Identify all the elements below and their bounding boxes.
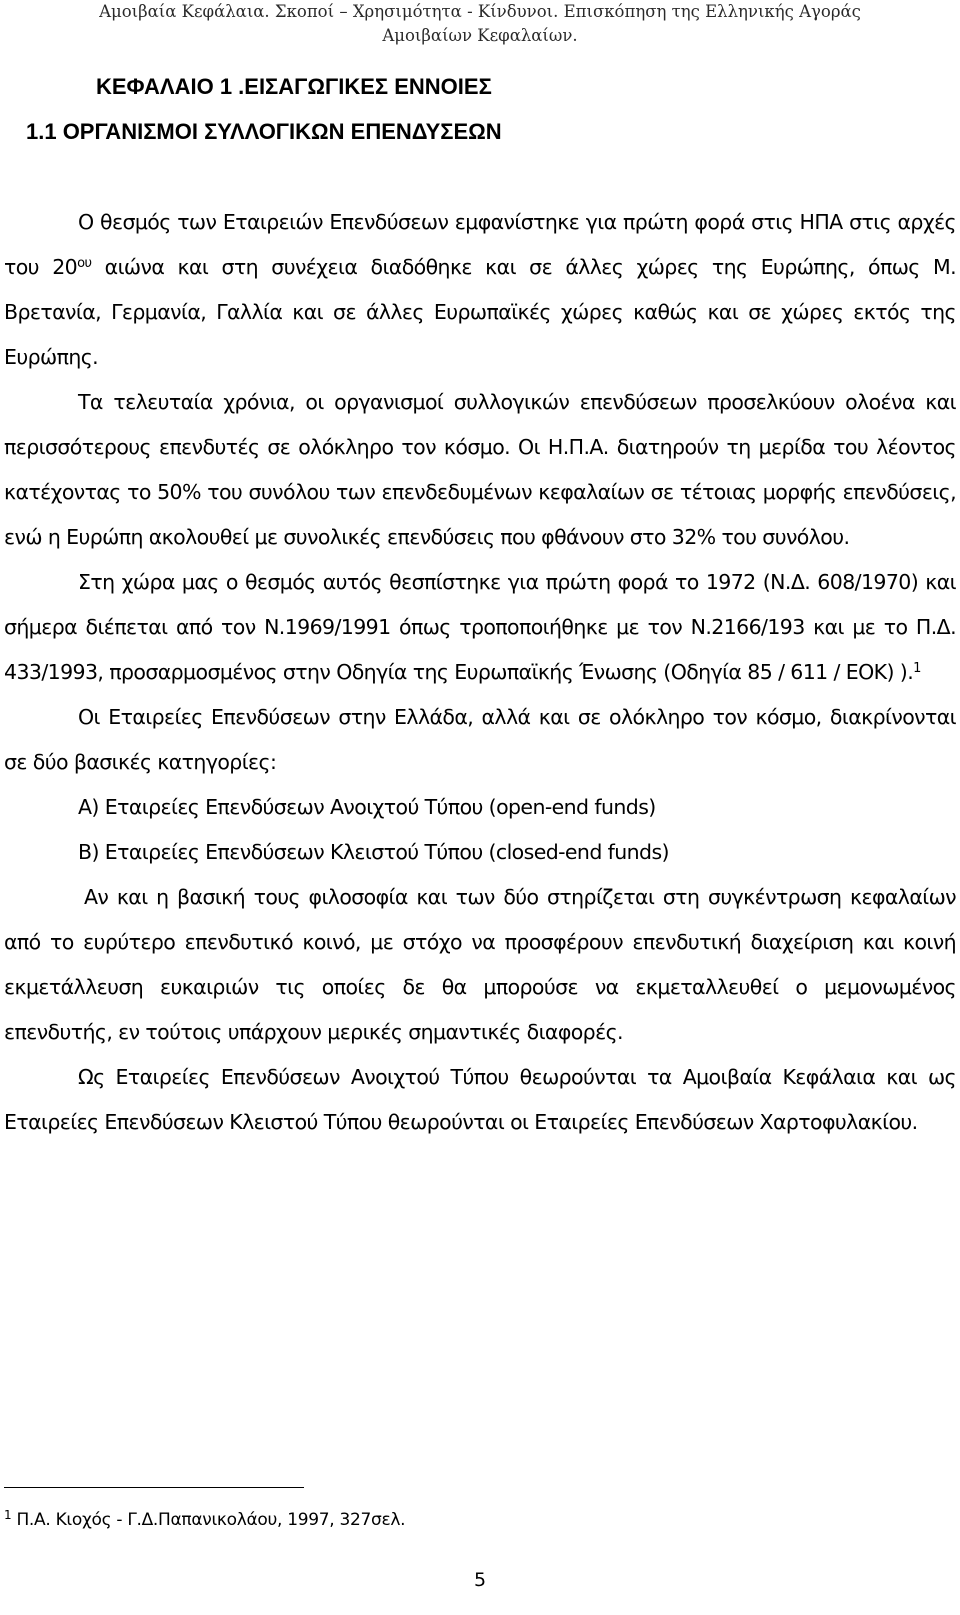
list-item-open-end: Α) Εταιρείες Επενδύσεων Ανοιχτού Τύπου (open-end funds) (78, 795, 656, 819)
body-text (4, 200, 956, 1145)
paragraph-categories: Οι Εταιρείες Επενδύσεων στην Ελλάδα, αλλά και σε ολόκληρο τον κόσμο, διακρίνονται σε δύο βασικές κατηγορίες: (4, 705, 956, 774)
paragraph-definitions: Ως Εταιρείες Επενδύσεων Ανοιχτού Τύπου θεωρούνται τα Αμοιβαία Κεφάλαια και ως Εταιρείες Επενδύσεων Κλειστού Τύπου θεωρούνται οι Εταιρείες Επενδύσεων Χαρτοφυλακίου. (4, 1065, 956, 1134)
paragraph-greece (4, 560, 956, 695)
paragraph-greece-text: Στη χώρα μας ο θεσμός αυτός θεσπίστηκε για πρώτη φορά το 1972 (Ν.Δ. 608/1970) και σήμερα διέπεται από τον Ν.1969/1991 όπως τροποποιήθηκε με τον Ν.2166/193 και με το Π.Δ. 433/1993, προσαρμοσμένος στην Οδηγία της Ευρωπαϊκής Ένωσης (Οδηγία 85 / 611 / ΕΟΚ) ). (4, 570, 956, 684)
footnote-text: Π.Α. Κιοχός - Γ.Δ.Παπανικολάου, 1997, 327σελ. (11, 1510, 406, 1530)
ordinal-superscript: ου (77, 256, 92, 271)
paragraph-origins-text-b: αιώνα και στη συνέχεια διαδόθηκε και σε άλλες χώρες της Ευρώπης, όπως Μ. Βρετανία, Γερμανία, Γαλλία και σε άλλες Ευρωπαϊκές χώρες καθώς και σε χώρες εκτός της Ευρώπης. (4, 255, 957, 369)
footnote-divider (4, 1487, 304, 1488)
list-item-closed-end: Β) Εταιρείες Επενδύσεων Κλειστού Τύπου (closed-end funds) (78, 840, 669, 864)
page-number: 5 (473, 1569, 487, 1591)
footnote (4, 1508, 405, 1532)
paragraph-growth: Τα τελευταία χρόνια, οι οργανισμοί συλλογικών επενδύσεων προσελκύουν ολοένα και περισσότερους επενδυτές σε ολόκληρο τον κόσμο. Οι Η.Π.Α. διατηρούν τη μερίδα του λέοντος κατέχοντας το 50% του συνόλου των επενδεδυμένων κεφαλαίων σε τέτοιας μορφής επενδύσεις, ενώ η Ευρώπη ακολουθεί με συνολικές επενδύσεις που φθάνουν στο 32% του συνόλου. (4, 390, 956, 549)
chapter-title: ΚΕΦΑΛΑΙΟ 1 .ΕΙΣΑΓΩΓΙΚΕΣ ΕΝΝΟΙΕΣ (96, 74, 492, 99)
paragraph-philosophy: Αν και η βασική τους φιλοσοφία και των δύο στηρίζεται στη συγκέντρωση κεφαλαίων από το ευρύτερο επενδυτικό κοινό, με στόχο να προσφέρουν επενδυτική διαχείριση και κοινή εκμετάλλευση ευκαιριών τις οποίες δε θα μπορούσε να εκμεταλλευθεί ο μεμονωμένος επενδυτής, εν τούτοις υπάρχουν μερικές σημαντικές διαφορές. (4, 885, 956, 1044)
running-header (0, 0, 960, 48)
footnote-reference: 1 (913, 661, 921, 676)
section-title: 1.1 ΟΡΓΑΝΙΣΜΟΙ ΣΥΛΛΟΓΙΚΩΝ ΕΠΕΝΔΥΣΕΩΝ (26, 119, 502, 144)
paragraph-origins-text-a: Ο θεσμός των Εταιρειών Επενδύσεων εμφανίστηκε για πρώτη φορά στις ΗΠΑ στις αρχές του 20 (4, 210, 956, 279)
paragraph-origins (4, 200, 956, 380)
running-header-line-1: Αμοιβαία Κεφάλαια. Σκοποί – Χρησιμότητα - Κίνδυνοι. Επισκόπηση της Ελληνικής Αγοράς (99, 2, 861, 21)
footnote-marker: 1 (4, 1508, 12, 1522)
running-header-line-2: Αμοιβαίων Κεφαλαίων. (382, 26, 578, 45)
